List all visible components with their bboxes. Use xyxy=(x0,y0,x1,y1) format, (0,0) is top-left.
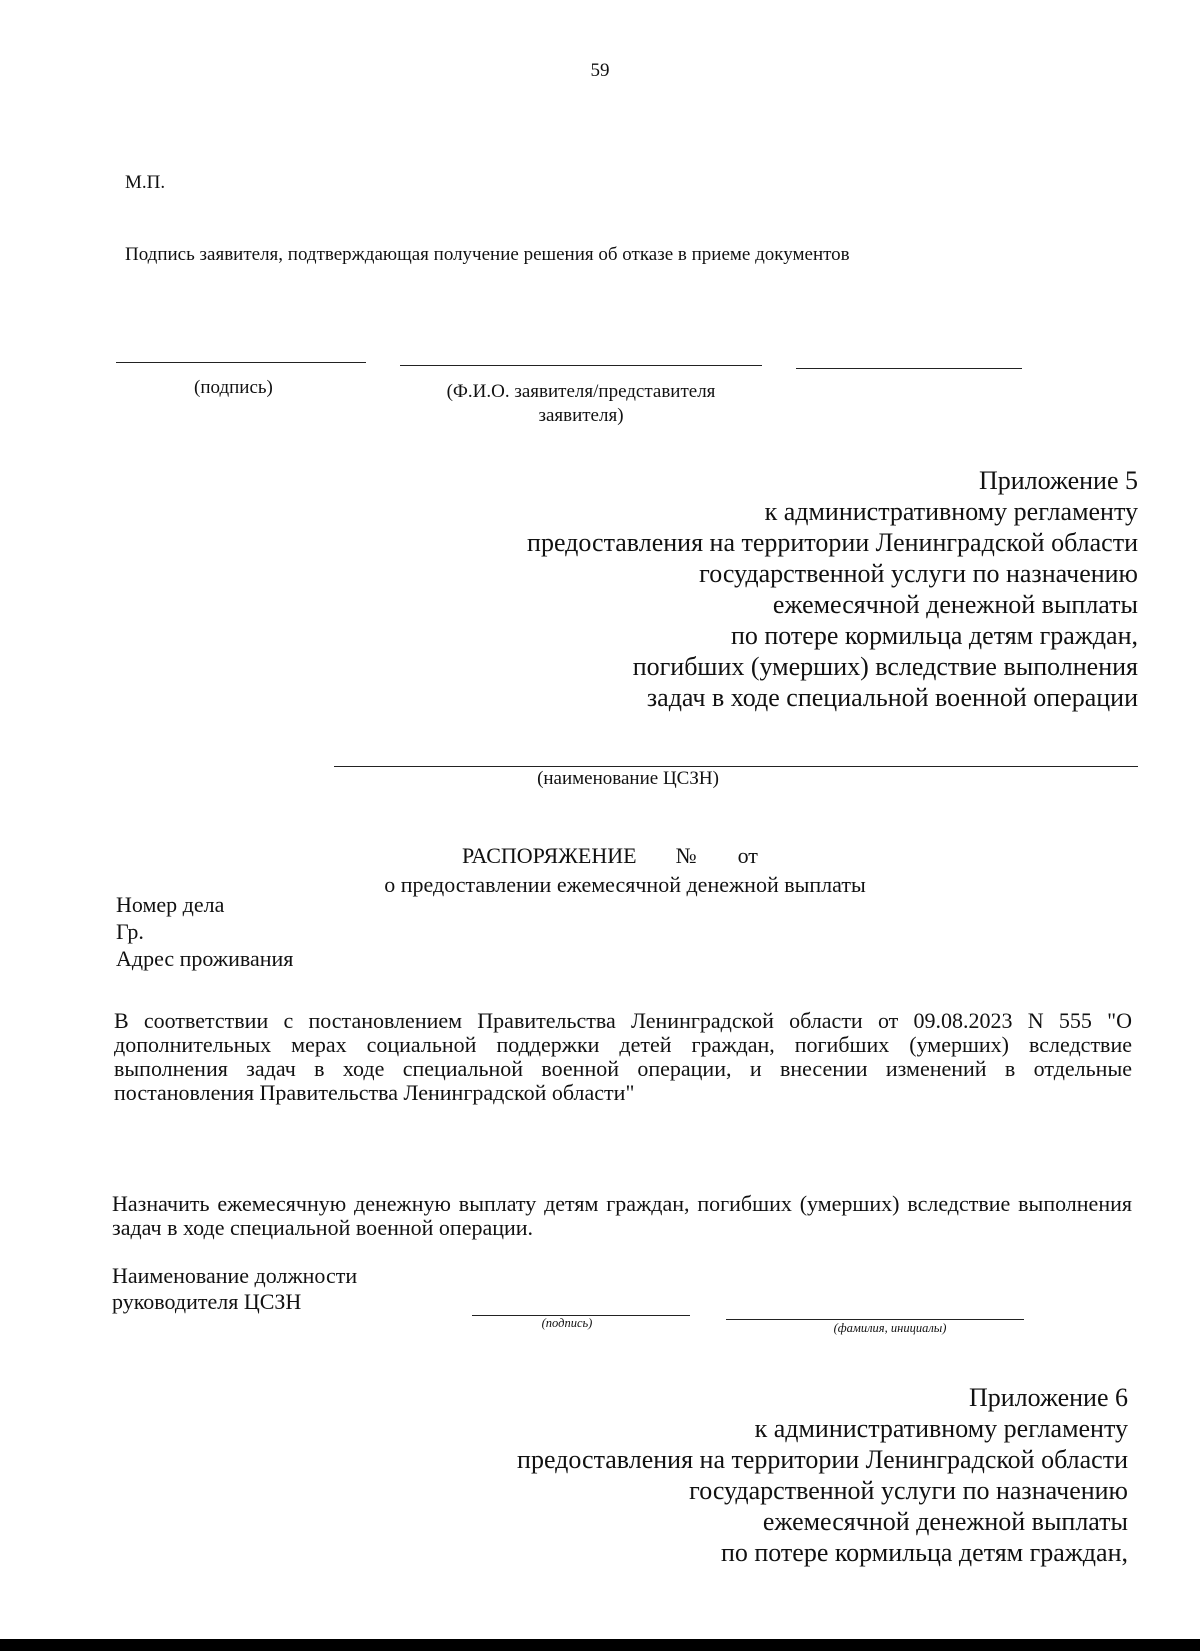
center-name-caption: (наименование ЦСЗН) xyxy=(537,768,719,789)
signature-line xyxy=(116,362,366,363)
order-date-label: от xyxy=(737,843,758,868)
appendix-5-line: по потере кормильца детям граждан, xyxy=(730,621,1138,650)
order-number-sign: № xyxy=(675,843,697,868)
appendix-6-line: Приложение 6 xyxy=(968,1383,1128,1412)
head-signature-caption: (подпись) xyxy=(541,1316,593,1330)
order-subtitle: о предоставлении ежемесячной денежной выплаты xyxy=(384,872,866,897)
appendix-5-line: погибших (умерших) вследствие выполнения xyxy=(632,652,1138,681)
fio-caption xyxy=(400,380,762,428)
appendix-5-line: предоставления на территории Ленинградской области xyxy=(527,528,1138,557)
center-name-line xyxy=(334,766,1138,767)
head-position-line1: Наименование должности xyxy=(112,1263,358,1288)
head-name-caption: (фамилия, инициалы) xyxy=(833,1321,947,1335)
order-title-row xyxy=(462,843,758,869)
basis-paragraph: В соответствии с постановлением Правительства Ленинградской области от 09.08.2023 N 555 "О дополнительных мерах социальной поддержки детей граждан, погибших (умерших) вследствие выполнения задач в ходе специальной военной операции, и внесении изменений в отдельные постановления Правительства Ленинградской области" xyxy=(114,1008,1132,1105)
seal-place-label: М.П. xyxy=(125,172,166,193)
fio-caption-line1: (Ф.И.О. заявителя/представителя xyxy=(446,381,716,402)
appendix-5-line: задач в ходе специальной военной операции xyxy=(646,683,1138,712)
case-number-label: Номер дела xyxy=(116,892,225,917)
signature-caption: (подпись) xyxy=(194,377,273,398)
appendix-6-line: по потере кормильца детям граждан, xyxy=(720,1538,1128,1567)
appendix-5-line: ежемесячной денежной выплаты xyxy=(772,590,1138,619)
fio-line xyxy=(400,365,762,366)
appendix-5-line: государственной услуги по назначению xyxy=(699,559,1138,588)
appendix-6-header xyxy=(408,1382,1128,1568)
appendix-6-line: ежемесячной денежной выплаты xyxy=(762,1507,1128,1536)
citizen-label: Гр. xyxy=(116,919,144,944)
head-name-line xyxy=(726,1319,1024,1320)
appendix-6-line: предоставления на территории Ленинградской области xyxy=(517,1445,1128,1474)
order-title: РАСПОРЯЖЕНИЕ xyxy=(462,843,637,868)
case-fields xyxy=(116,891,293,972)
address-label: Адрес проживания xyxy=(116,946,294,971)
head-position xyxy=(112,1263,357,1315)
applicant-signature-note: Подпись заявителя, подтверждающая получение решения об отказе в приеме документов xyxy=(125,244,850,265)
scan-edge xyxy=(0,1639,1200,1651)
decision-paragraph: Назначить ежемесячную денежную выплату детям граждан, погибших (умерших) вследствие выполнения задач в ходе специальной военной операции. xyxy=(112,1191,1132,1240)
appendix-5-line: Приложение 5 xyxy=(978,466,1138,495)
head-position-line2: руководителя ЦСЗН xyxy=(112,1289,302,1314)
appendix-5-header xyxy=(418,465,1138,713)
appendix-5-line: к административному регламенту xyxy=(764,497,1138,526)
fio-caption-line2: заявителя) xyxy=(538,405,624,426)
appendix-6-line: государственной услуги по назначению xyxy=(689,1476,1128,1505)
date-line xyxy=(796,368,1022,369)
page-number: 59 xyxy=(590,60,610,81)
appendix-6-line: к административному регламенту xyxy=(754,1414,1128,1443)
